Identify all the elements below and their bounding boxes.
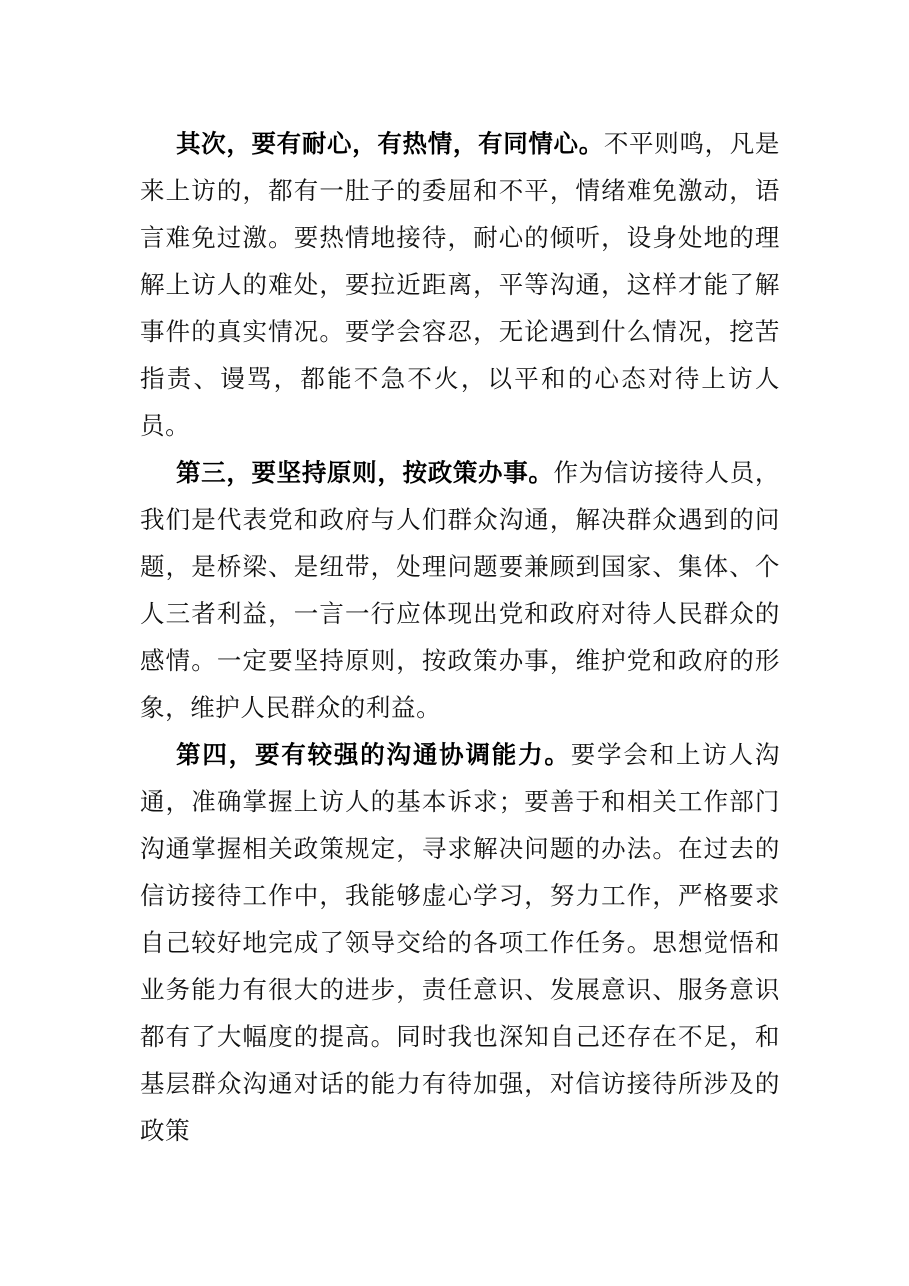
document-body xyxy=(140,120,780,1154)
paragraph-communication xyxy=(140,731,780,1154)
paragraph-heading: 其次，要有耐心，有热情，有同情心。 xyxy=(176,129,604,158)
paragraph-heading: 第三，要坚持原则，按政策办事。 xyxy=(176,458,554,487)
paragraph-heading: 第四，要有较强的沟通协调能力。 xyxy=(176,740,571,769)
paragraph-principles xyxy=(140,449,780,731)
paragraph-text: 要学会和上访人沟通，准确掌握上访人的基本诉求；要善于和相关工作部门沟通掌握相关政策规定，寻求解决问题的办法。在过去的信访接待工作中，我能够虚心学习，努力工作，严格要求自己较好地完成了领导交给的各项工作任务。思想觉悟和业务能力有很大的进步，责任意识、发展意识、服务意识都有了大幅度的提高。同时我也深知自己还存在不足，和基层群众沟通对话的能力有待加强，对信访接待所涉及的政策 xyxy=(140,740,780,1145)
paragraph-patience xyxy=(140,120,780,449)
paragraph-text: 不平则鸣，凡是来上访的，都有一肚子的委屈和不平，情绪难免激动，语言难免过激。要热情地接待，耐心的倾听，设身处地的理解上访人的难处，要拉近距离，平等沟通，这样才能了解事件的真实情况。要学会容忍，无论遇到什么情况，挖苦指责、谩骂，都能不急不火，以平和的心态对待上访人员。 xyxy=(140,129,781,440)
paragraph-text: 作为信访接待人员，我们是代表党和政府与人们群众沟通，解决群众遇到的问题，是桥梁、是纽带，处理问题要兼顾到国家、集体、个人三者利益，一言一行应体现出党和政府对待人民群众的感情。一定要坚持原则，按政策办事，维护党和政府的形象，维护人民群众的利益。 xyxy=(140,458,781,722)
